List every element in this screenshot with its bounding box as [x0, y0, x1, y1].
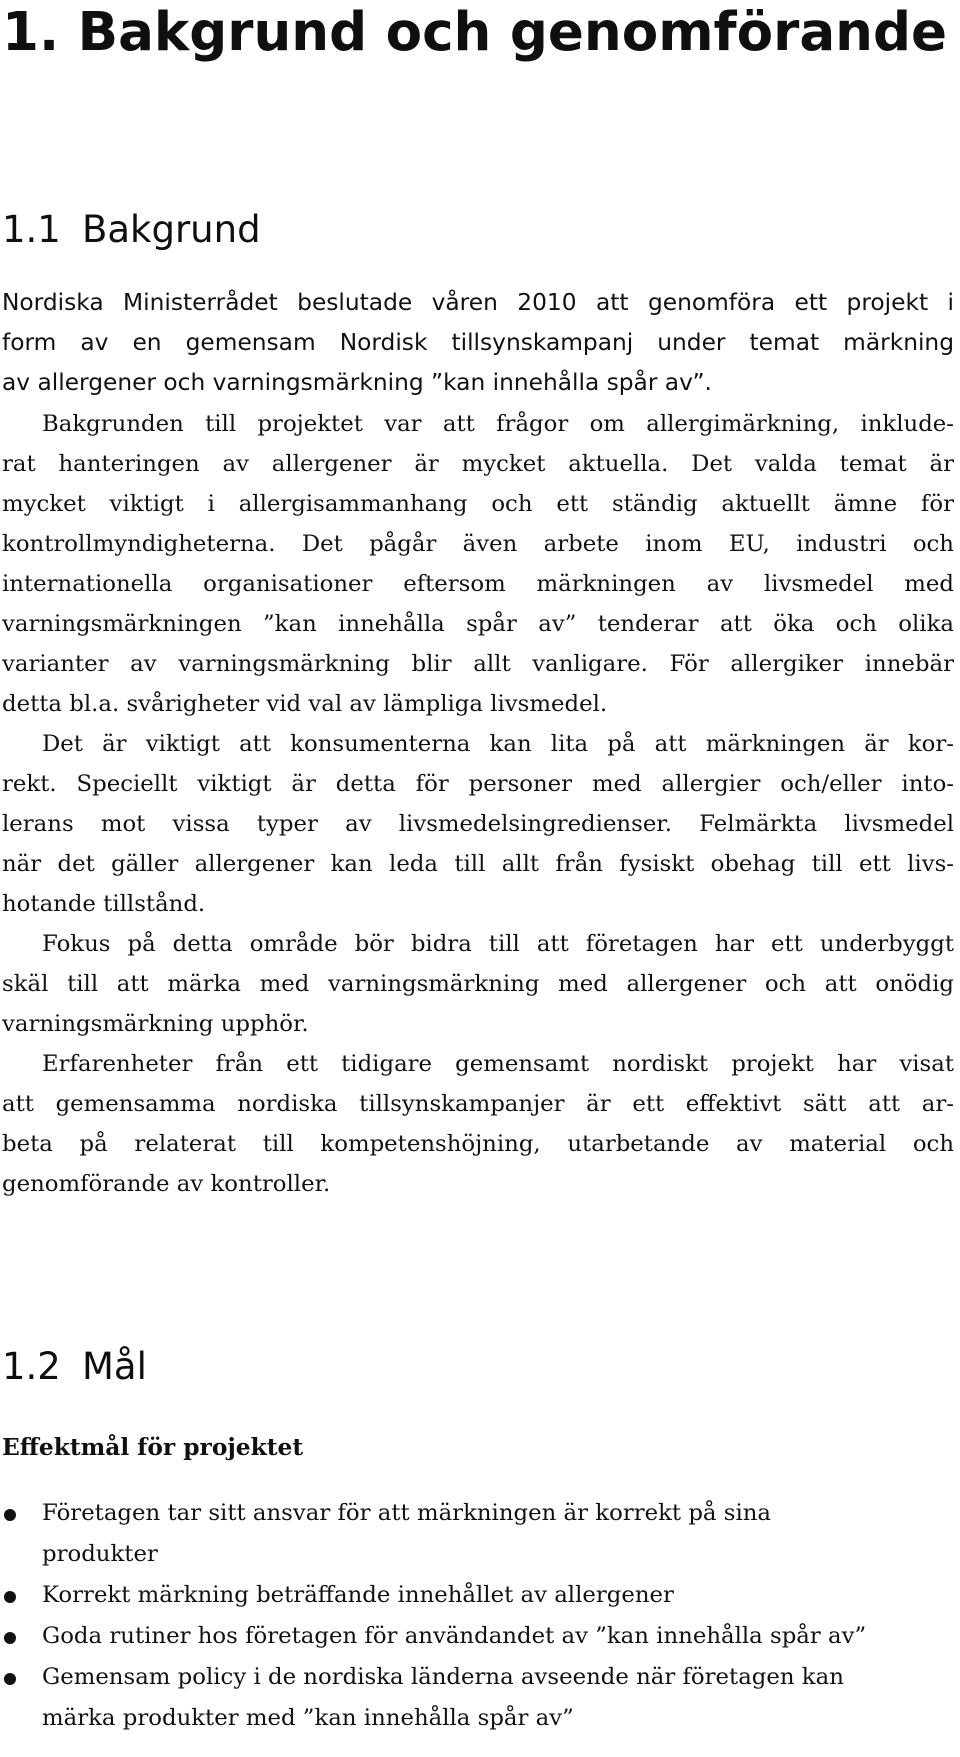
bullet-icon: [4, 1673, 16, 1685]
text-line: Det är viktigt att konsumenterna kan lita på att märkningen är kor-: [42, 731, 954, 757]
text-line: när det gäller allergener kan leda till allt från fysiskt obehag till ett livs-: [2, 851, 954, 877]
text-line: Fokus på detta område bör bidra till att företagen har ett underbyggt: [42, 931, 954, 957]
text-line: rat hanteringen av allergener är mycket aktuella. Det valda temat är: [2, 451, 954, 477]
text-line: Erfarenheter från ett tidigare gemensamt nordiskt projekt har visat: [42, 1051, 954, 1077]
text-line: varningsmärkning upphör.: [2, 1011, 309, 1037]
text-line: rekt. Speciellt viktigt är detta för personer med allergier och/eller into-: [2, 771, 954, 797]
list-item-text: Gemensam policy i de nordiska länderna avseende när företagen kan: [42, 1664, 844, 1690]
text-line: beta på relaterat till kompetenshöjning, utarbetande av material och: [2, 1131, 954, 1157]
text-line: av allergener och varningsmärkning ”kan innehålla spår av”.: [2, 369, 712, 396]
section-heading-mal: [2, 1345, 147, 1389]
paragraph-background: [2, 404, 954, 1204]
text-line: varianter av varningsmärkning blir allt vanligare. För allergiker innebär: [2, 651, 954, 677]
text-line: skäl till att märka med varningsmärkning med allergener och att onödig: [2, 971, 954, 997]
bullet-icon: [4, 1591, 16, 1603]
list-item-text: Företagen tar sitt ansvar för att märkningen är korrekt på sina: [42, 1500, 772, 1526]
text-line: Nordiska Ministerrådet beslutade våren 2010 att genomföra ett projekt i: [2, 289, 954, 316]
text-line: detta bl.a. svårigheter vid val av lämpliga livsmedel.: [2, 691, 608, 717]
section-number: 1.1: [2, 208, 61, 251]
list-item-text: Goda rutiner hos företagen för användandet av ”kan innehålla spår av”: [42, 1623, 867, 1649]
text-line: hotande tillstånd.: [2, 891, 206, 917]
list-item-text: produkter: [42, 1541, 158, 1567]
bullet-icon: [4, 1509, 16, 1521]
paragraph-intro: [2, 283, 954, 403]
text-line: form av en gemensam Nordisk tillsynskampanj under temat märkning: [2, 329, 954, 356]
text-line: att gemensamma nordiska tillsynskampanjer är ett effektivt sätt att ar-: [2, 1091, 954, 1117]
text-line: lerans mot vissa typer av livsmedelsingredienser. Felmärkta livsmedel: [2, 811, 954, 837]
list-item: [0, 1493, 960, 1575]
list-item: [0, 1575, 960, 1616]
list-item: [0, 1657, 960, 1739]
text-line: genomförande av kontroller.: [2, 1171, 331, 1197]
list-item-text: märka produkter med ”kan innehålla spår av”: [42, 1705, 574, 1731]
bullet-icon: [4, 1632, 16, 1644]
chapter-title: 1. Bakgrund och genomförande: [2, 1, 947, 63]
goals-list: [0, 1493, 960, 1739]
text-line: Bakgrunden till projektet var att frågor om allergimärkning, inklude-: [42, 411, 954, 437]
text-line: mycket viktigt i allergisammanhang och ett ständig aktuellt ämne för: [2, 491, 954, 517]
section-title: Mål: [82, 1345, 147, 1388]
list-item: [0, 1616, 960, 1657]
list-item-text: Korrekt märkning beträffande innehållet av allergener: [42, 1582, 674, 1608]
section-title: Bakgrund: [82, 208, 261, 251]
section-number: 1.2: [2, 1345, 61, 1388]
text-line: varningsmärkningen ”kan innehålla spår av” tenderar att öka och olika: [2, 611, 954, 637]
section-heading-bakgrund: [2, 208, 261, 252]
subheading-effektmal: Effektmål för projektet: [2, 1434, 304, 1461]
text-line: kontrollmyndigheterna. Det pågår även arbete inom EU, industri och: [2, 531, 954, 557]
text-line: internationella organisationer eftersom märkningen av livsmedel med: [2, 571, 954, 597]
